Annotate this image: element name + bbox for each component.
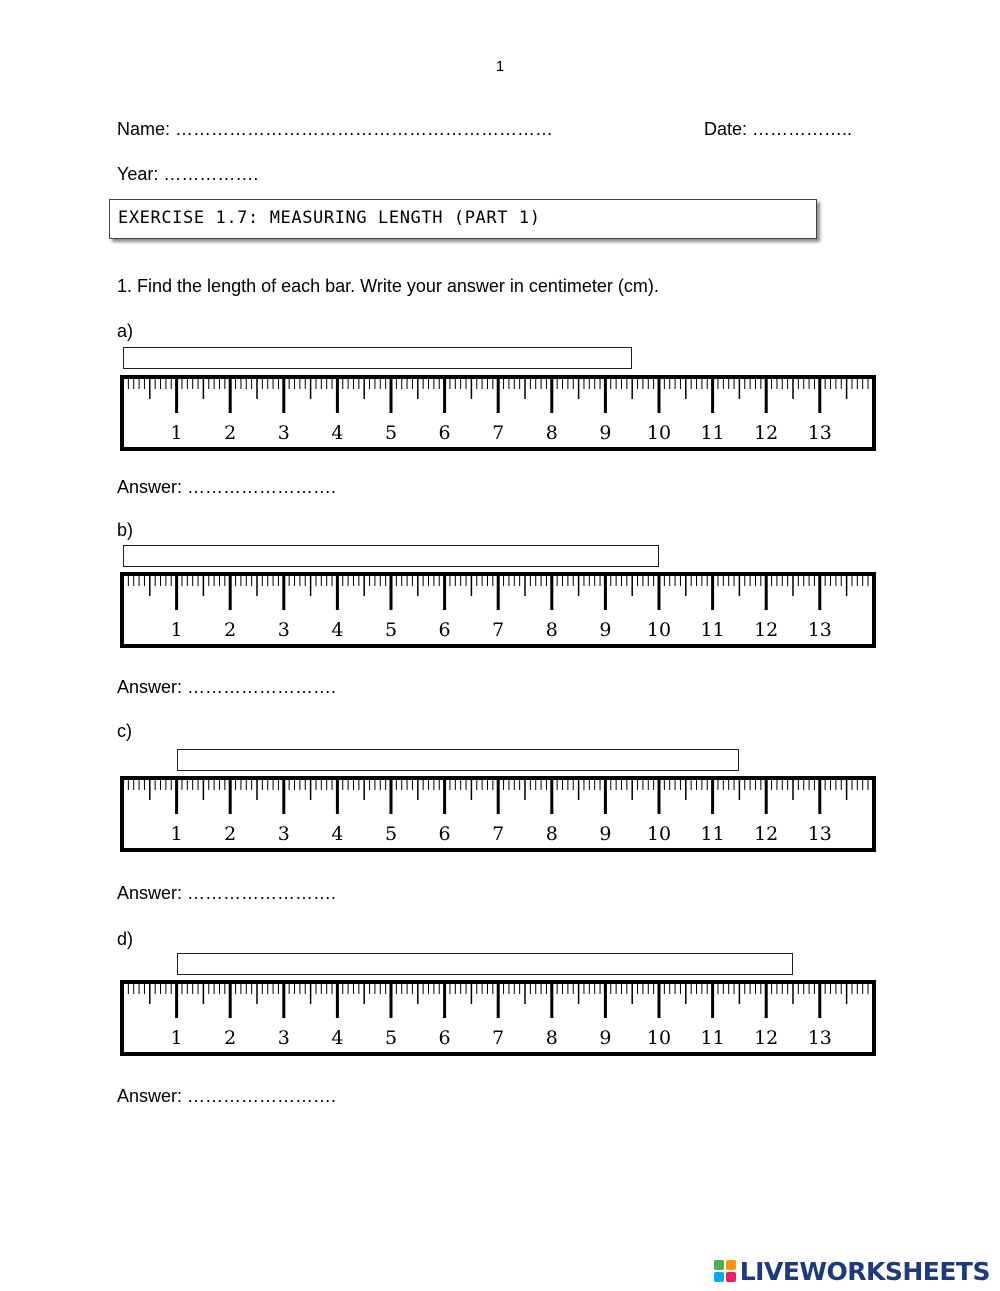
- ruler-number: 7: [492, 619, 505, 641]
- ruler-number: 3: [277, 823, 290, 845]
- ruler-number: 12: [754, 1027, 779, 1049]
- ruler-number: 10: [646, 619, 672, 641]
- ruler-number: 8: [545, 823, 558, 845]
- question-label: a): [117, 321, 134, 341]
- ruler-number: 12: [754, 422, 779, 444]
- ruler-number: 12: [754, 619, 779, 641]
- logo-icon: [714, 1260, 736, 1282]
- ruler-number: 13: [807, 422, 832, 444]
- ruler-number: 4: [331, 422, 344, 444]
- ruler-number: 3: [277, 619, 290, 641]
- ruler-number: 13: [807, 1027, 832, 1049]
- ruler-c: [120, 776, 876, 852]
- ruler-number: 7: [492, 1027, 505, 1049]
- answer-field-b[interactable]: Answer: …………………….: [117, 677, 337, 697]
- exercise-title-box: [109, 199, 817, 239]
- answer-field-c[interactable]: Answer: …………………….: [117, 883, 337, 903]
- instruction-text: 1. Find the length of each bar. Write your answer in centimeter (cm).: [117, 276, 659, 296]
- ruler-number: 3: [277, 422, 290, 444]
- date-field[interactable]: Date: ……………..: [704, 119, 853, 139]
- ruler-number: 6: [438, 1027, 451, 1049]
- question-label: b): [117, 520, 134, 540]
- ruler-number: 2: [224, 422, 237, 444]
- measure-bar-b: [123, 545, 659, 567]
- ruler-number: 9: [599, 1027, 612, 1049]
- ruler-number: 13: [807, 619, 832, 641]
- ruler-number: 5: [384, 1027, 398, 1049]
- ruler-number: 12: [754, 823, 779, 845]
- ruler-number: 5: [384, 422, 398, 444]
- ruler-number: 11: [700, 823, 725, 845]
- ruler-number: 11: [700, 619, 725, 641]
- answer-field-d[interactable]: Answer: …………………….: [117, 1086, 337, 1106]
- ruler-number: 7: [492, 422, 505, 444]
- exercise-title: EXERCISE 1.7: MEASURING LENGTH (PART 1): [118, 208, 541, 228]
- ruler-number: 5: [384, 619, 398, 641]
- ruler-number: 9: [599, 619, 612, 641]
- logo-text: LIVEWORKSHEETS: [739, 1256, 990, 1286]
- ruler-a: [120, 375, 876, 451]
- ruler-number: 4: [331, 1027, 344, 1049]
- answer-field-a[interactable]: Answer: …………………….: [117, 477, 337, 497]
- year-field[interactable]: Year: …………….: [117, 164, 259, 184]
- ruler-number: 1: [170, 823, 183, 845]
- ruler-number: 4: [331, 823, 344, 845]
- ruler-number: 7: [492, 823, 505, 845]
- ruler-number: 6: [438, 823, 451, 845]
- ruler-number: 1: [170, 619, 183, 641]
- ruler-number: 8: [545, 422, 558, 444]
- measure-bar-c: [177, 749, 740, 771]
- liveworksheets-logo: [714, 1256, 990, 1286]
- ruler-number: 10: [646, 823, 672, 845]
- ruler-number: 8: [545, 619, 558, 641]
- ruler-d: [120, 980, 876, 1056]
- name-field[interactable]: Name: ………………………………………………………: [117, 119, 554, 139]
- ruler-b: [120, 572, 876, 648]
- ruler-number: 13: [807, 823, 832, 845]
- ruler-number: 4: [331, 619, 344, 641]
- ruler-number: 1: [170, 1027, 183, 1049]
- question-label: d): [117, 929, 134, 949]
- ruler-number: 1: [170, 422, 183, 444]
- ruler-number: 9: [599, 422, 612, 444]
- ruler-number: 2: [224, 619, 237, 641]
- question-label: c): [117, 721, 132, 741]
- measure-bar-a: [123, 347, 632, 369]
- ruler-number: 8: [545, 1027, 558, 1049]
- measure-bar-d: [177, 953, 793, 975]
- ruler-number: 11: [700, 1027, 725, 1049]
- ruler-number: 10: [646, 422, 672, 444]
- ruler-number: 10: [646, 1027, 672, 1049]
- ruler-number: 5: [384, 823, 398, 845]
- ruler-number: 2: [224, 823, 237, 845]
- ruler-number: 9: [599, 823, 612, 845]
- ruler-number: 2: [224, 1027, 237, 1049]
- page-number: 1: [495, 58, 505, 75]
- ruler-number: 3: [277, 1027, 290, 1049]
- ruler-number: 6: [438, 422, 451, 444]
- ruler-number: 6: [438, 619, 451, 641]
- ruler-number: 11: [700, 422, 725, 444]
